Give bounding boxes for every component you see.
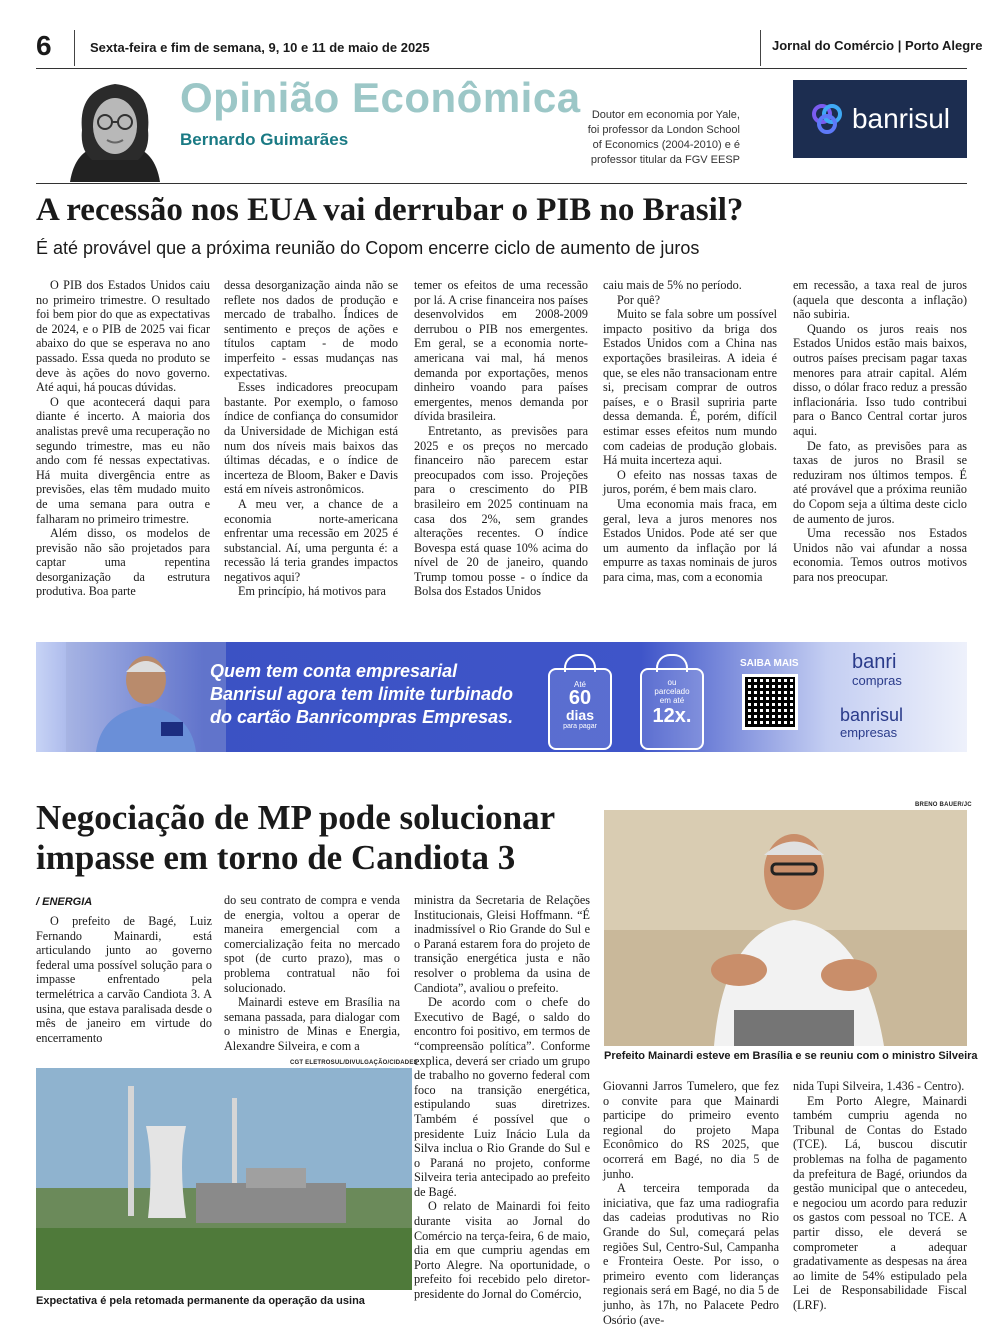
header-rule: [36, 68, 967, 69]
divider: [74, 30, 75, 66]
headline: Negociação de MP pode solucionar impasse em torno de Candiota 3: [36, 798, 556, 877]
photo-caption: Prefeito Mainardi esteve em Brasília e se reuniu com o ministro Silveira: [604, 1050, 978, 1062]
section-rule: [36, 183, 967, 184]
article-column: nida Tupi Silveira, 1.436 - Centro). Em Porto Alegre, Mainardi também cumpriu agenda no Tribunal de Contas do Estado (TCE). Lá, buscou discutir problemas na folha de pagamento da prefeitura de Bagé, oriundos da gestão municipal que o antecedeu, e negociou um acordo para reduzir os gastos com pessoal no TCE. A partir disso, ele deverá se comprometer a adequar gradativamente as despesas na área ao limite de 54% estipulado pela Lei de Responsabilidade Fiscal (LRF).: [793, 1079, 967, 1312]
author-bio: Doutor em economia por Yale, foi professor da London School of Economics (2004-2010) e é professor titular da FGV EESP: [587, 109, 740, 166]
subheadline: É até provável que a próxima reunião do Copom encerre ciclo de aumento de juros: [36, 238, 700, 258]
qr-code-icon[interactable]: [742, 674, 798, 730]
page-number: 6: [36, 30, 52, 61]
article-column: dessa desorganização ainda não se reflete nos dados de produção e mercado de trabalho. Índices de sentimento e preços de ações e títulos captam - de modo imperfeito - essas mudanças nas expectativas. Esses indicadores preocupam bastante. Por exemplo, o famoso índice de confiança do consumidor da Universidade de Michigan está num dos níveis mais baixos das últimas décadas, e o índice de incerteza de Bloom, Baker e Davis está em níveis astronômicos. A meu ver, a chance de a economia norte-americana enfrentar uma recessão em 2025 é substancial. Aí, uma pergunta é: a recessão lá teria grandes impactos negativos aqui? Em princípio, há motivos para: [224, 278, 398, 599]
banricompras-logo: banri compras: [852, 651, 902, 688]
article-column: caiu mais de 5% no período. Por quê? Muito se fala sobre um possível impacto positivo da briga dos Estados Unidos com a China nas exportações brasileiras. A ideia é que, se eles não transacionam entre si, precisam comprar de outros países, e o Brasil supriria parte dessa demanda. É, porém, difícil estimar esses efeitos num mundo com cadeias de produção globais. Há muita incerteza aqui. O efeito nas nossas taxas de juros, porém, é bem mais claro. Uma economia mais fraca, em geral, leva a juros menores nos Estados Unidos. Pode até ser que um aumento da inflação por lá empurre as taxas nominais de juros para cima, mas, com a economia: [603, 278, 777, 584]
bag-60-days: Até 60 dias para pagar: [548, 668, 612, 750]
ad-message: Quem tem conta empresarial Banrisul agora tem limite turbinado do cartão Banricompras Empresas.: [210, 661, 514, 727]
article-column: Giovanni Jarros Tumelero, que fez o convite para que Mainardi participe do primeiro evento regional do projeto Mapa Econômico do RS 2025, que ocorrerá em Bagé, no dia 5 de junho. A terceira temporada da iniciativa, que faz uma radiografia das cadeias produtivas no Rio Grande do Sul, começará pelas regiões Sul, Centro-Sul, Campanha e Fronteira Oeste. Por isso, o primeiro evento com lideranças regionais será em Bagé, no dia 5 de junho, às 17h, no Palacete Pedro Osório (ave-: [603, 1079, 779, 1327]
divider: [760, 30, 761, 66]
saiba-mais-label: SAIBA MAIS: [740, 658, 799, 669]
photo-credit: BRENO BAUER/JC: [915, 802, 972, 808]
sponsor-logo: banrisul: [793, 80, 967, 158]
article-column: do seu contrato de compra e venda de energia, voltou a operar de maneira emergencial com a comercialização feita no mercado spot (de curto prazo), mas o problema contratual não foi solucionado. Mainardi esteve em Brasília na semana passada, para dialogar com o ministro de Minas e Energia, Alexandre Silveira, e com a: [224, 893, 400, 1053]
column-title: Opinião Econômica: [180, 74, 581, 121]
ad-person-image: [66, 642, 226, 752]
newspaper-name: Jornal do Comércio | Porto Alegre: [772, 38, 983, 53]
article-column: temer os efeitos de uma recessão por lá. A crise financeira nos países desenvolvidos em 2008-2009 derrubou o PIB nos emergentes. Em geral, se a economia norte-americana vai mal, há menos demanda por exportações, menos dinheiro voando para países emergentes, menos demanda por dívida brasileira. Entretanto, as previsões para 2025 e os preços no mercado financeiro não parecem estar preocupados com isso. Projeções para o crescimento do PIB brasileiro em 2025 continuam na casa dos 2%, sem grandes alterações recentes. O índice Bovespa está quase 10% acima do nível de 20 de janeiro, quando Trump tomou posse - o índice da Bolsa dos Estados Unidos: [414, 278, 588, 599]
bag-12x: ou parcelado em até 12x.: [640, 668, 704, 750]
photo-caption: Expectativa é pela retomada permanente da operação da usina: [36, 1295, 365, 1307]
author-portrait: [60, 70, 170, 182]
power-plant-photo: [36, 1068, 412, 1290]
section-tag: / ENERGIA: [36, 896, 93, 908]
headline: A recessão nos EUA vai derrubar o PIB no Brasil?: [36, 192, 744, 228]
banrisul-icon: [810, 102, 844, 136]
banrisul-empresas-logo: banrisul empresas: [840, 705, 904, 740]
article-column: em recessão, a taxa real de juros (aquela que desconta a inflação) não subiria. Quando os juros reais nos Estados Unidos estão mais baixos, outros países precisam pagar taxas menores para atrair capital. Além disso, o dólar fraco reduz a pressão inflacionária. Isso tudo contribui para o Banco Central cortar juros aqui. De fato, as previsões para as taxas de juros no Brasil se reduziram nos últimos tempos. É até provável que a próxima reunião do Copom seja a última deste ciclo de aumento de juros. Uma recessão nos Estados Unidos não vai afundar a nossa economia. Temos outros motivos para nos preocupar.: [793, 278, 967, 584]
mayor-photo: [604, 810, 967, 1046]
article-column: O PIB dos Estados Unidos caiu no primeiro trimestre. O resultado foi bem pior do que as expectativas de 2024, e o PIB de 2025 vai ficar abaixo do que se esperava no ano passado. Essa queda no produto se deve às ações do novo governo. Até aqui, há poucas dúvidas. O que acontecerá daqui para diante é incerto. A maioria dos analistas prevê uma recuperação no segundo trimestre, mas eu não ando com fé nessas expectativas. Há muita divergência entre as previsões, elas têm mudado muito de uma semana para outra e falharam no primeiro trimestre. Além disso, os modelos de previsão não são projetados para captar uma repentina desorganização da estrutura produtiva. Boa parte: [36, 278, 210, 599]
article-column: ministra da Secretaria de Relações Institucionais, Gleisi Hoffmann. “É inadmissível o Rio Grande do Sul e o Paraná estarem fora do projeto de transição energética justa e não resolver o problema da usina de Candiota”, avaliou o prefeito. De acordo com o chefe do Executivo de Bagé, o saldo do encontro foi positivo, em termos de “compreensão política”. Conforme explica, deverá ser criado um grupo de trabalho no governo federal com foco na transição energética, estipulando suas diretrizes. Também é possível que o presidente Luiz Inácio Lula da Silva inclua o Rio Grande do Sul e o Paraná no projeto, conforme Silveira teria antecipado ao prefeito de Bagé. O relato de Mainardi foi feito durante visita ao Jornal do Comércio na terça-feira, 6 de maio, dia em que cumpriu agendas em Porto Alegre. Na oportunidade, o prefeito foi recebido pelo diretor-presidente do Jornal do Comércio,: [414, 893, 590, 1302]
column-author: Bernardo Guimarães: [180, 130, 349, 149]
edition-date: Sexta-feira e fim de semana, 9, 10 e 11 de maio de 2025: [90, 40, 430, 55]
article-column: O prefeito de Bagé, Luiz Fernando Mainardi, está articulando junto ao governo federal uma possível solução para o impasse enfrentado pela termelétrica a carvão Candiota 3. A usina, que estava paralisada desde o mês de janeiro em virtude do encerramento: [36, 914, 212, 1045]
photo-credit: CGT ELETROSUL/DIVULGAÇÃO/CIDADES: [290, 1060, 418, 1066]
